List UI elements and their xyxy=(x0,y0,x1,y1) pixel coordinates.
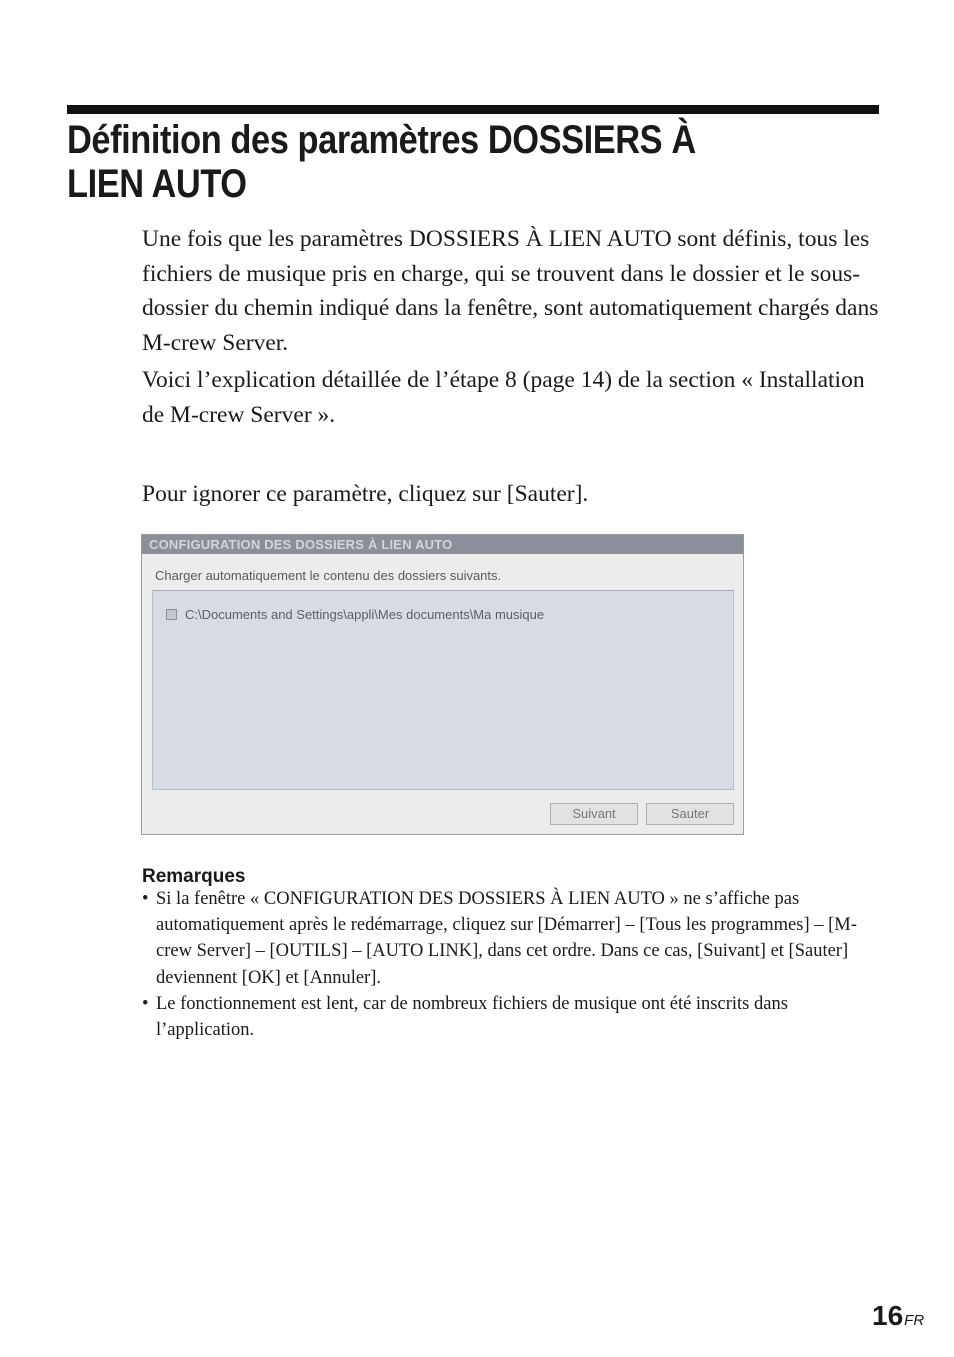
skip-button[interactable]: Sauter xyxy=(646,803,734,825)
intro-paragraph: Une fois que les paramètres DOSSIERS À LIEN AUTO sont définis, tous les fichiers de musique pris en charge, qui se trouvent dans le dossier et le sous-dossier du chemin indiqué dans la fenêtre, sont automatiquement chargés dans M-crew Server. xyxy=(142,226,879,356)
page-title: Définition des paramètres DOSSIERS À LIEN AUTO xyxy=(67,118,696,206)
note-item: • Le fonctionnement est lent, car de nombreux fichiers de musique ont été inscrits dans l’application. xyxy=(142,991,882,1043)
note-item: • Si la fenêtre « CONFIGURATION DES DOSSIERS À LIEN AUTO » ne s’affiche pas automatiquement après le redémarrage, cliquez sur [Démarrer] – [Tous les programmes] – [M-crew Server] – [OUTILS] – [AUTO LINK], dans cet ordre. Dans ce cas, [Suivant] et [Sauter] deviennent [OK] et [Annuler]. xyxy=(142,886,882,991)
skip-instruction-paragraph: Pour ignorer ce paramètre, cliquez sur [Sauter]. xyxy=(142,481,589,507)
section-rule xyxy=(67,105,879,114)
notes-heading: Remarques xyxy=(142,866,246,887)
folder-list[interactable] xyxy=(152,590,734,790)
folder-path: C:\Documents and Settings\appli\Mes documents\Ma musique xyxy=(185,607,545,622)
dialog-instruction: Charger automatiquement le contenu des dossiers suivants. xyxy=(155,568,502,583)
next-button[interactable]: Suivant xyxy=(550,803,638,825)
language-code: FR xyxy=(904,1312,925,1329)
page-number-value: 16 xyxy=(872,1300,904,1331)
notes-list xyxy=(142,886,882,1043)
page-number xyxy=(872,1300,924,1332)
dialog-title: CONFIGURATION DES DOSSIERS À LIEN AUTO xyxy=(142,535,743,554)
step-reference-paragraph: Voici l’explication détaillée de l’étape 8 (page 14) de la section « Installation de M-crew Server ». xyxy=(142,367,865,428)
folder-list-item[interactable] xyxy=(166,607,544,622)
folder-checkbox[interactable] xyxy=(166,609,177,620)
auto-link-dialog xyxy=(141,534,744,835)
